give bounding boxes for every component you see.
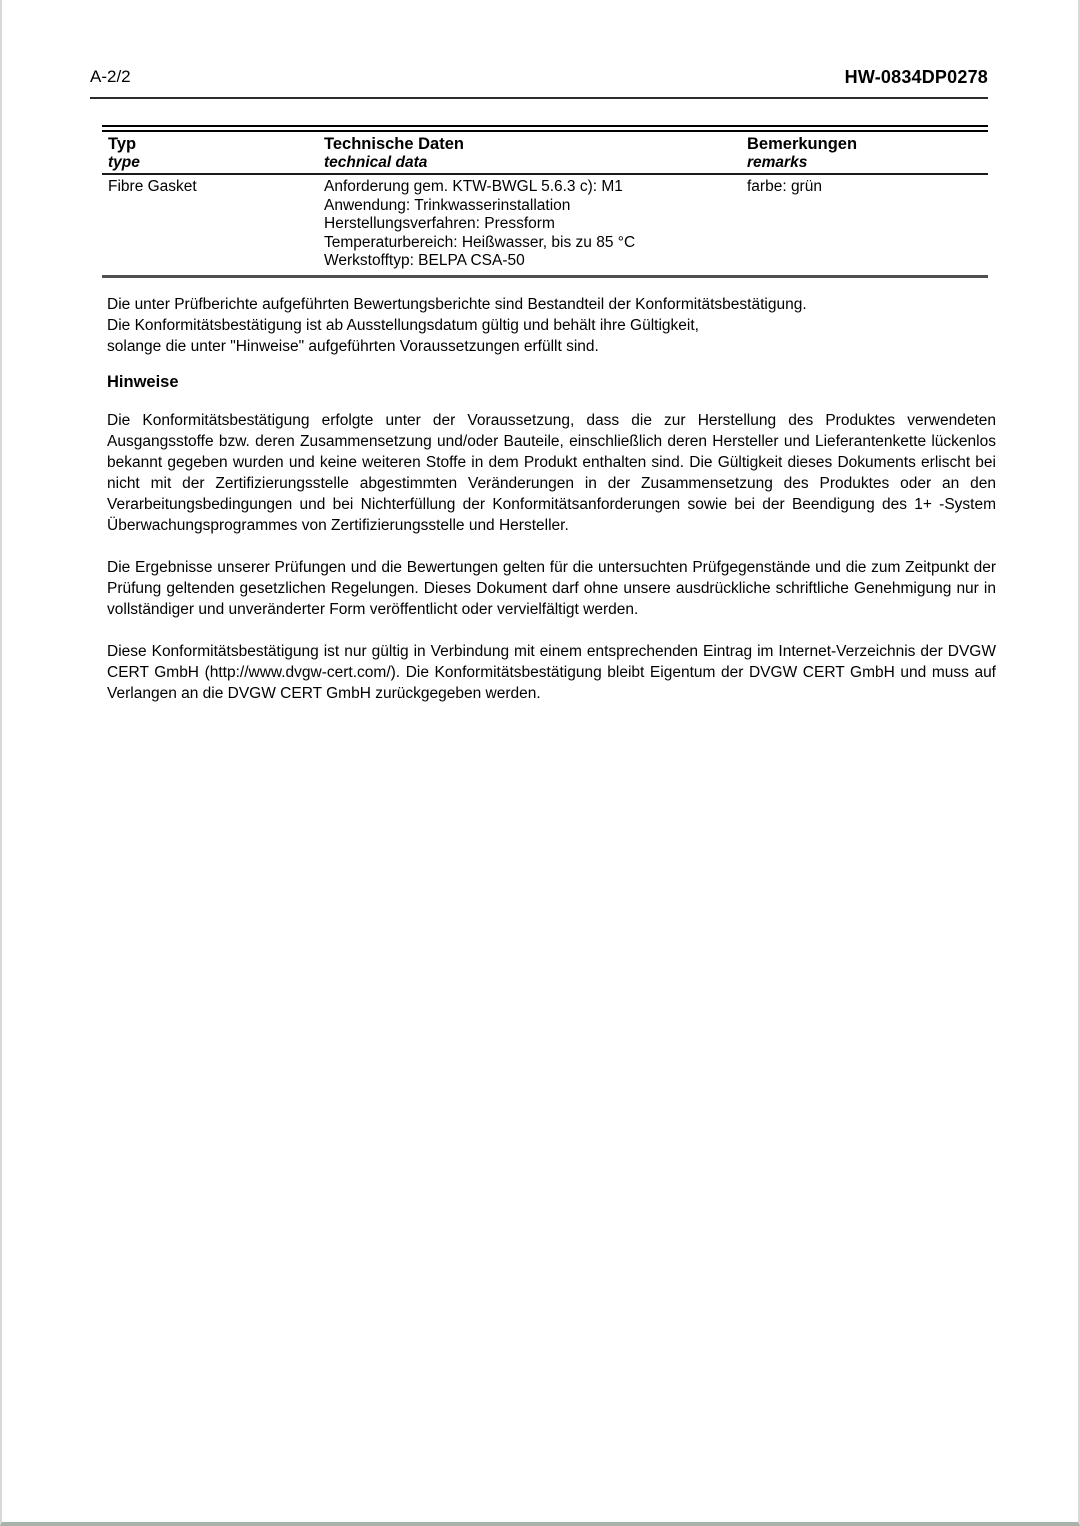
cell-technical-data (324, 178, 747, 271)
column-sublabel: remarks (747, 154, 808, 171)
technical-data-line: Anwendung: Trinkwasserinstallation (324, 196, 571, 214)
intro-paragraph (2, 294, 1078, 357)
intro-line: Die Konformitätsbestätigung ist ab Ausstellungsdatum gültig und behält ihre Gültigkeit, (107, 316, 699, 334)
hinweise-paragraph-1: Die Konformitätsbestätigung erfolgte unter der Voraussetzung, dass die zur Herstellung des Produktes verwendeten Ausgangsstoffe bzw. deren Zusammensetzung und/oder Bauteile, einschließlich deren Hersteller und Lieferantenkette lückenlos bekannt gegeben wurden und keine weiteren Stoffe in dem Produkt enthalten sind. Die Gültigkeit dieses Dokuments erlischt bei nicht mit der Zertifizierungsstelle abgestimmten Veränderungen in der Zusammensetzung des Produktes oder an den Verarbeitungsbedingungen und bei Nichterfüllung der Konformitätsanforderungen sowie bei der Beendigung des 1+ -System Überwachungsprogrammes von Zertifizierungsstelle und Hersteller. (107, 411, 996, 534)
table-top-rule (102, 125, 988, 132)
table-row (102, 175, 988, 275)
technical-data-line: Anforderung gem. KTW-BWGL 5.6.3 c): M1 (324, 178, 623, 195)
cell-remarks: farbe: grün (747, 178, 822, 195)
column-sublabel: type (108, 154, 140, 171)
technical-data-line: Temperaturbereich: Heißwasser, bis zu 85 °C (324, 233, 636, 251)
page-number: A-2/2 (90, 67, 131, 86)
page-header (2, 0, 1078, 88)
column-sublabel: technical data (324, 154, 428, 171)
hinweise-paragraph-2: Die Ergebnisse unserer Prüfungen und die Bewertungen gelten für die untersuchten Prüfgegenstände und die zum Zeitpunkt der Prüfung geltenden gesetzlichen Regelungen. Dieses Dokument darf ohne unsere ausdrückliche schriftliche Genehmigung nur in vollständiger und unveränderter Form veröffentlicht oder vervielfältigt werden. (107, 558, 996, 618)
table-bottom-rule (102, 275, 988, 278)
column-label: Bemerkungen (747, 135, 858, 153)
column-header-bemerkungen (747, 134, 988, 172)
hinweise-paragraph-3: Diese Konformitätsbestätigung ist nur gültig in Verbindung mit einem entsprechenden Eintrag im Internet-Verzeichnis der DVGW CERT GmbH (http://www.dvgw-cert.com/). Die Konformitätsbestätigung bleibt Eigentum der DVGW CERT GmbH und muss auf Verlangen an die DVGW CERT GmbH zurückgegeben werden. (107, 642, 996, 702)
table-header-row (102, 132, 988, 173)
column-header-technische-daten (324, 134, 747, 172)
intro-line: Die unter Prüfberichte aufgeführten Bewertungsberichte sind Bestandteil der Konformitätsbestätigung. (107, 295, 807, 313)
column-header-typ (102, 134, 324, 172)
header-rule (90, 97, 988, 99)
intro-line: solange die unter "Hinweise" aufgeführten Voraussetzungen erfüllt sind. (107, 337, 599, 355)
column-label: Technische Daten (324, 135, 464, 153)
hinweise-heading: Hinweise (107, 372, 179, 391)
document-number: HW-0834DP0278 (844, 67, 988, 87)
technical-data-table (102, 125, 988, 278)
cell-type: Fibre Gasket (108, 178, 197, 195)
column-label: Typ (108, 135, 137, 153)
technical-data-line: Werkstofftyp: BELPA CSA-50 (324, 252, 525, 269)
technical-data-line: Herstellungsverfahren: Pressform (324, 215, 555, 232)
